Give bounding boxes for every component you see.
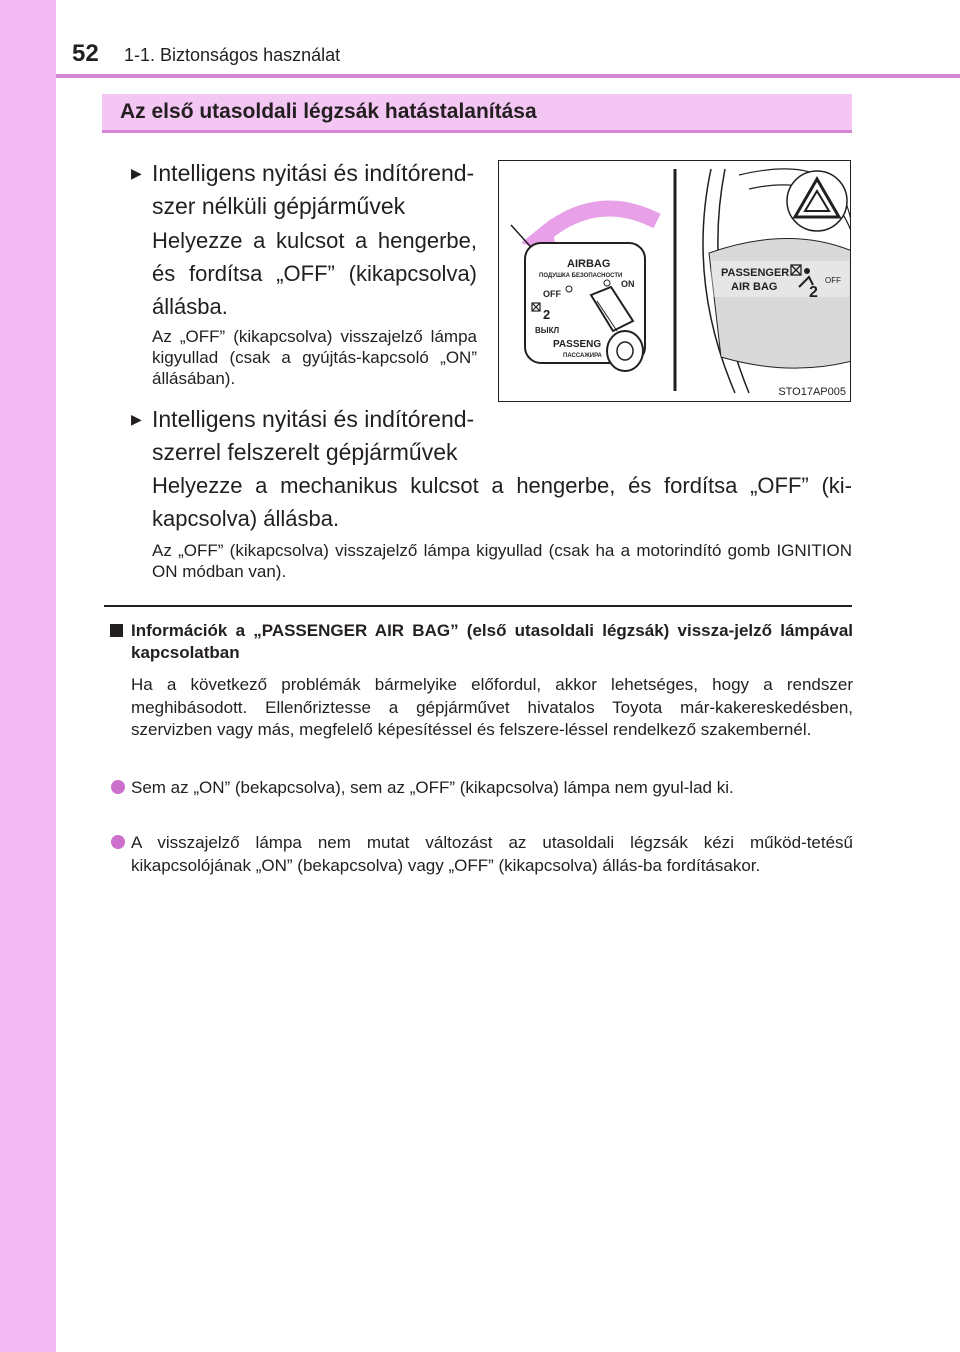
block1-heading-line1: Intelligens nyitási és indítórend- xyxy=(152,160,475,186)
block1-heading-line2: szer nélküli gépjárművek xyxy=(152,193,406,219)
svg-text:2: 2 xyxy=(809,284,818,301)
on-position-label: ON xyxy=(621,279,635,289)
block2-note: Az „OFF” (kikapcsolva) visszajelző lámpa kigyullad (csak ha a motorindító gomb IGNITION ON módban van). xyxy=(152,541,852,581)
page-header xyxy=(0,0,960,80)
bullet-dot-icon xyxy=(111,780,125,794)
chapter-side-tab xyxy=(0,0,56,1352)
header-rule xyxy=(56,74,960,78)
info-heading-text: Információk a „PASSENGER AIR BAG” (első utasoldali légzsák) vissza-jelző lámpával kapcsolatban xyxy=(131,621,853,662)
off-position-label: OFF xyxy=(543,289,561,299)
switch-label: AIRBAG xyxy=(567,258,611,270)
section-title: Az első utasoldali légzsák hatástalanítása xyxy=(120,100,537,123)
off-position-label-ru: ВЫКЛ xyxy=(535,326,560,335)
block1-note: Az „OFF” (kikapcsolva) visszajelző lámpa kigyullad (csak a gyújtás-kapcsoló „ON” állásában). xyxy=(152,327,477,388)
figure-id: STO17AP005 xyxy=(778,386,846,398)
section-title-bar xyxy=(102,94,852,133)
section-divider xyxy=(104,605,852,607)
triangle-arrow-icon: ▶ xyxy=(131,165,142,181)
block2-heading-line1: Intelligens nyitási és indítórend- xyxy=(152,406,475,432)
svg-text:2: 2 xyxy=(543,307,551,322)
block2-heading xyxy=(131,403,477,469)
list-item xyxy=(131,832,853,877)
page-number: 52 xyxy=(72,40,99,67)
block1-instruction: Helyezze a kulcsot a hengerbe, és fordítsa „OFF” (kikapcsolva) állásba. xyxy=(152,228,477,319)
square-bullet-icon xyxy=(110,624,123,637)
indicator-off-label: OFF xyxy=(825,276,841,285)
list-item-text: Sem az „ON” (bekapcsolva), sem az „OFF” (kikapcsolva) lámpa nem gyul-lad ki. xyxy=(131,778,734,797)
airbag-switch-illustration xyxy=(499,161,851,402)
list-item-text: A visszajelző lámpa nem mutat változást az utasoldali légzsák kézi működ-tetésű kikapcsolójának „ON” (bekapcsolva) vagy „OFF” (kikapcsolva) állás-ba fordításakor. xyxy=(131,833,853,875)
indicator-airbag-label: AIR BAG xyxy=(731,281,778,293)
info-body: Ha a következő problémák bármelyike előfordul, akkor lehetséges, hogy a rendszer meghibásodott. Ellenőriztesse a gépjárművet hivatalos Toyota már-kakereskedésben, szervizben vagy más, megfelelő képesítéssel és felszere-léssel rendelkező szakembernél. xyxy=(131,675,853,739)
block1-heading xyxy=(131,157,477,223)
airbag-switch-figure xyxy=(498,160,851,402)
hazard-warning-icon xyxy=(787,171,847,231)
list-item xyxy=(131,777,853,800)
block2-heading-line2: szerrel felszerelt gépjárművek xyxy=(152,439,458,465)
switch-label-ru: ПОДУШКА БЕЗОПАСНОСТИ xyxy=(539,273,623,279)
triangle-arrow-icon: ▶ xyxy=(131,411,142,427)
indicator-passenger-label: PASSENGER xyxy=(721,267,790,279)
section-path: 1-1. Biztonságos használat xyxy=(124,45,341,65)
passenger-label: PASSENG xyxy=(553,339,602,350)
bullet-dot-icon xyxy=(111,835,125,849)
info-heading xyxy=(131,620,853,664)
passenger-label-ru: ПАССАЖИРА xyxy=(563,353,602,359)
block2-instruction: Helyezze a mechanikus kulcsot a hengerbe, és fordítsa „OFF” (ki-kapcsolva) állásba. xyxy=(152,473,852,531)
